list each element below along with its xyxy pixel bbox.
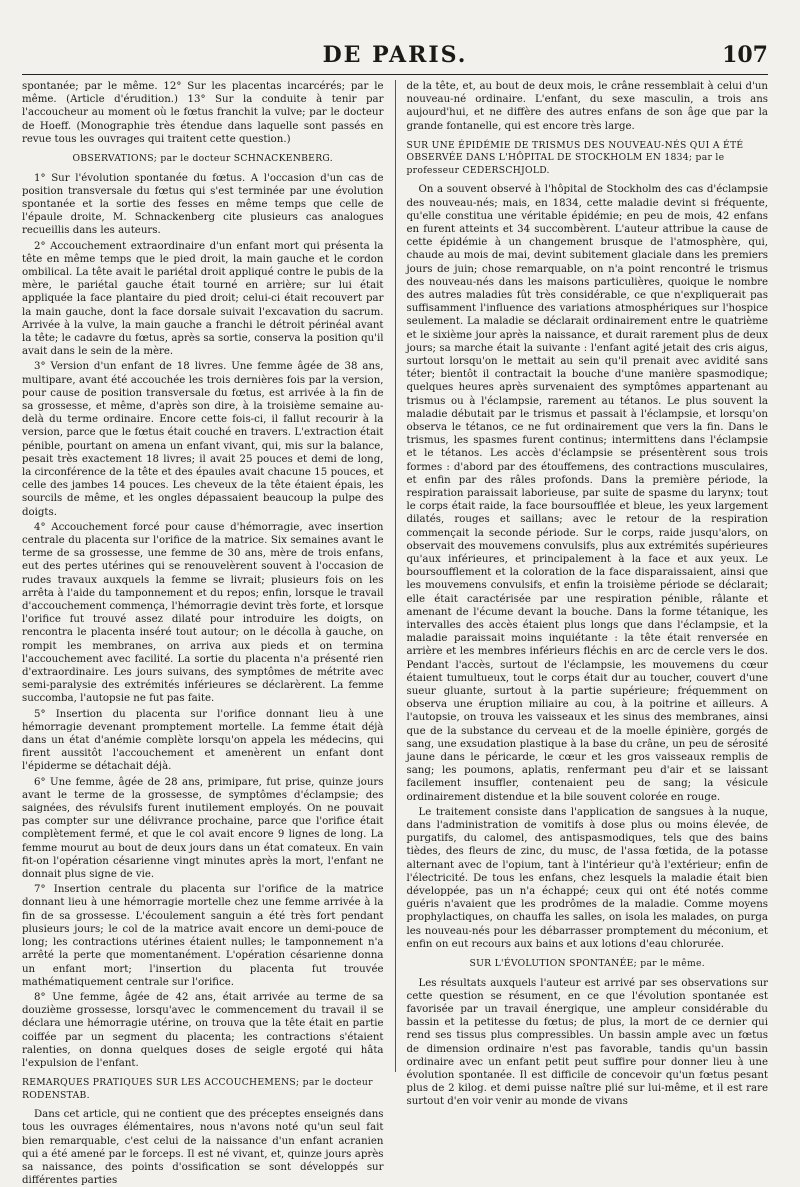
column-divider <box>395 80 396 1072</box>
section-heading: SUR UNE ÉPIDÉMIE DE TRISMUS DES NOUVEAU-NÉS QUI A ÉTÉ OBSERVÉE DANS L'HÔPITAL DE STOCKHOLM EN 1834; par le professeur CEDERSCHJOLD. <box>406 139 744 176</box>
paragraph: 5° Insertion du placenta sur l'orifice donnant lieu à une hémorragie devenant promptement mortelle. La femme était déjà dans un état d'anémie complète lorsqu'on appela les médecins, qui firent aussitôt l'accouchement et amenèrent un enfant dont l'épiderme se détachait déjà. <box>22 708 384 773</box>
paragraph: Le traitement consiste dans l'application de sangsues à la nuque, dans l'administration de vomitifs à dose plus ou moins élevée, de purgatifs, du calomel, des antispasmodiques, tels que des bains tièdes, des fleurs de zinc, du musc, de l'assa fœtida, de la potasse alternant avec de l'opium, tant à l'intérieur qu'à l'extérieur; enfin de l'électricité. De tous les enfans, chez lesquels la maladie était bien développée, pas un n'a échappé; ceux qui ont été notés comme guéris n'avaient que les prodrômes de la maladie. Comme moyens prophylactiques, on chauffa les salles, on isola les malades, on purga les nouveau-nés pour les débarrasser promptement du méconium, et enfin on eut recours aux bains et aux lotions d'eau chlorurée. <box>406 806 768 950</box>
paragraph: On a souvent observé à l'hôpital de Stockholm des cas d'éclampsie des nouveau-nés; mais, en 1834, cette maladie devint si fréquente, qu'elle constitua une véritable épidémie; en peu de mois, 42 enfans en furent atteints et 34 succombèrent. L'auteur attribue la cause de cette épidémie à un changement brusque de l'atmosphère, qui, chaude au mois de mai, devint subitement glaciale dans les premiers jours de juin; chose remarquable, on n'a point rencontré le trismus des nouveau-nés dans les maisons particulières, quoique le nombre des autres maladies fût très considérable, ce que n'expliquerait pas suffisamment l'influence des variations atmosphériques sur l'hospice seulement. La maladie se déclarait ordinairement entre le quatrième et le sixième jour après la naissance, et durait rarement plus de deux jours; sa marche était la suivante : l'enfant agité jetait des cris aigus, surtout lorsqu'on le mettait au sein qu'il prenait avec avidité sans téter; bientôt il contractait la bouche d'une manière spasmodique; quelques heures après survenaient des symptômes appartenant au trismus ou à l'éclampsie, rarement au tétanos. Le plus souvent la maladie débutait par le trismus et passait à l'éclampsie, et lorsqu'on observa le tétanos, ce ne fut ordinairement que vers la fin. Dans le trismus, les spasmes furent continus; intermittens dans l'éclampsie et le tétanos. Les accès d'éclampsie se présentèrent sous trois formes : d'abord par des étouffemens, des contractions musculaires, et enfin par des râles profonds. Dans la première période, la respiration paraissait laborieuse, par suite de spasme du larynx; tout le corps était raide, la face boursoufflée et bleue, les yeux largement dilatés, rouges et saillans; avec le retour de la respiration commençait la seconde période. Sur le corps, raide jusqu'alors, on observait des mouvemens convulsifs, plus aux extrémités supérieures qu'aux inférieures, et principalement à la face et aux yeux. Le boursoufflement et la coloration de la face disparaissaient, ainsi que les mouvemens convulsifs, et enfin la troisième période se déclarait; elle était caractérisée par une respiration pénible, râlante et amenant de l'écume devant la bouche. Dans la forme tétanique, les intervalles des accès étaient plus longs que dans l'éclampsie, et la maladie paraissait moins inquiétante : la tête était renversée en arrière et les membres inférieurs fléchis en arc de cercle vers le dos. Pendant l'accès, surtout de l'éclampsie, les mouvemens du cœur étaient tumultueux, tout le corps était dur au toucher, couvert d'une sueur gluante, surtout à la partie supérieure; fréquemment on observa une éruption miliaire au cou, à la poitrine et ailleurs. A l'autopsie, on trouva les vaisseaux et les sinus des membranes, ainsi que de la substance du cerveau et de la moelle épinière, gorgés de sang, une exsudation plastique à la base du crâne, un peu de sérosité jaune dans le péricarde, le cœur et les gros vaisseaux remplis de sang; les poumons, aplatis, renfermant peu d'air et se laissant facilement insuffler, contenaient peu de sang; la vésicule ordinairement distendue et la bile souvent colorée en rouge. <box>406 184 768 803</box>
paragraph: 6° Une femme, âgée de 28 ans, primipare, fut prise, quinze jours avant le terme de la grossesse, de symptômes d'éclampsie; des saignées, des révulsifs furent inutilement employés. On ne pouvait pas compter sur une délivrance prochaine, parce que l'orifice était complètement fermé, et que le col avait encore 9 lignes de long. La femme mourut au bout de deux jours dans un état comateux. En vain fit-on l'opération césarienne vingt minutes après la mort, l'enfant ne donnait plus signe de vie. <box>22 776 384 881</box>
paragraph: spontanée; par le même. 12° Sur les placentas incarcérés; par le même. (Article d'érudition.) 13° Sur la conduite à tenir par l'accoucheur au moment où le fœtus franchit la vulve; par le docteur de Hoeff. (Monographie très étendue dans laquelle sont passés en revue tous les ouvrages qui traitent cette question.) <box>22 81 384 145</box>
paragraph: Dans cet article, qui ne contient que des préceptes enseignés dans tous les ouvrages élémentaires, nous n'avons noté qu'un seul fait bien remarquable, c'est celui de la naissance d'un enfant acranien qui a été amené par le forceps. Il est né vivant, et, quinze jours après sa naissance, des points d'ossification se sont développés sur différentes parties <box>22 1109 384 1187</box>
left-column <box>22 80 384 1187</box>
page-number: 107 <box>722 42 768 68</box>
page-title: DE PARIS. <box>322 42 468 68</box>
paragraph: 3° Version d'un enfant de 18 livres. Une femme âgée de 38 ans, multipare, avant été accouchée les trois dernières fois par la version, pour cause de position transversale du fœtus, est arrivée à la fin de sa grossesse, et même, d'après son dire, à la troisième semaine au-delà du terme ordinaire. Encore cette fois-ci, il fallut recourir à la version, parce que le fœtus était couché en travers. L'extraction était pénible, pourtant on amena un enfant vivant, qui, mis sur la balance, pesait très exactement 18 livres; il avait 25 pouces et demi de long, la circonférence de la tête et des épaules avait chacune 15 pouces, et celle des jambes 14 pouces. Les cheveux de la tête étaient épais, les sourcils de même, et les ongles dépassaient beaucoup la pulpe des doigts. <box>22 361 384 518</box>
page-header <box>22 28 768 75</box>
paragraph: 2° Accouchement extraordinaire d'un enfant mort qui présenta la tête en même temps que le pied droit, la main gauche et le cordon ombilical. La tête avait le pariétal droit appliqué contre le pubis de la mère, le pariétal gauche était tourné en arrière; sur lui était appliquée la face plantaire du pied droit; celui-ci était recouvert par la main gauche, dont la face dorsale suivait l'excavation du sacrum. Arrivée à la vulve, la main gauche a franchi le détroit périnéal avant la tête; le cadavre du fœtus, après sa sortie, conserva la position qu'il avait dans le sein de la mère. <box>22 240 384 358</box>
section-heading: REMARQUES PRATIQUES SUR LES ACCOUCHEMENS; par le docteur RODENSTAB. <box>22 1077 373 1101</box>
paragraph: 7° Insertion centrale du placenta sur l'orifice de la matrice donnant lieu à une hémorragie mortelle chez une femme arrivée à la fin de sa grossesse. L'écoulement sanguin a été très fort pendant plusieurs jours; le col de la matrice avait encore un demi-pouce de long; les contractions utérines étaient nulles; le tamponnement n'a arrêté la perte que momentanément. L'opération césarienne donna un enfant mort; l'insertion du placenta fut trouvée mathématiquement centrale sur l'orifice. <box>22 884 384 988</box>
right-column <box>406 80 769 1108</box>
section-heading: SUR L'ÉVOLUTION SPONTANÉE; par le même. <box>469 958 705 970</box>
paragraph: 8° Une femme, âgée de 42 ans, était arrivée au terme de sa douzième grossesse, lorsqu'avec le commencement du travail il se déclara une hémorragie utérine, on trouva que la tête était en partie coiffée par un segment du placenta; les contractions s'étaient ralenties, on donna quelques doses de seigle ergoté qui hâta l'expulsion de l'enfant. <box>22 991 384 1069</box>
text-columns <box>22 80 768 1187</box>
paragraph: Les résultats auxquels l'auteur est arrivé par ses observations sur cette question se résument, en ce que l'évolution spontanée est favorisée par un travail énergique, une ampleur considérable du bassin et la petitesse du fœtus; de plus, la mort de ce dernier qui rend ses tissus plus compressibles. Un bassin ample avec un fœtus de dimension ordinaire n'est pas favorable, tandis qu'un bassin ordinaire avec un enfant petit peut suffire pour donner lieu à une évolution spontanée. Il est difficile de concevoir qu'un fœtus pesant plus de 2 kilog. et demi puisse naître plié sur lui-même, et il est rare surtout d'en voir venir au monde de vivans <box>406 977 768 1108</box>
paragraph: 4° Accouchement forcé pour cause d'hémorragie, avec insertion centrale du placenta sur l'orifice de la matrice. Six semaines avant le terme de sa grossesse, une femme de 30 ans, mère de trois enfans, eut des pertes utérines qui se renouvelèrent souvent à l'occasion de rudes travaux auxquels la femme se livrait; plusieurs fois on les arrêta à l'aide du tamponnement et du repos; enfin, lorsque le travail d'accouchement commença, l'hémorragie devint très forte, et lorsque l'orifice fut trouvé assez dilaté pour introduire les doigts, on rencontra le placenta inséré tout autour; on le décolla à gauche, on rompit les membranes, on arriva aux pieds et on termina l'accouchement avec facilité. La sortie du placenta n'a présenté rien d'extraordinaire. Les jours suivans, des symptômes de métrite avec semi-paralysie des extrémités inférieures se déclarèrent. La femme succomba, l'autopsie ne fut pas faite. <box>22 521 384 705</box>
paragraph: de la tête, et, au bout de deux mois, le crâne ressemblait à celui d'un nouveau-né ordinaire. L'enfant, du sexe masculin, a trois ans aujourd'hui, et ne diffère des autres enfans de son âge que par la grande fontanelle, qui est encore très large. <box>406 81 768 132</box>
paragraph: 1° Sur l'évolution spontanée du fœtus. A l'occasion d'un cas de position transversale du fœtus qui s'est terminée par une évolution spontanée et la sortie des fesses en même temps que celle de l'épaule droite, M. Schnackenberg cite plusieurs cas analogues recueillis dans les auteurs. <box>22 172 384 237</box>
section-heading: OBSERVATIONS; par le docteur SCHNACKENBERG. <box>72 153 333 165</box>
